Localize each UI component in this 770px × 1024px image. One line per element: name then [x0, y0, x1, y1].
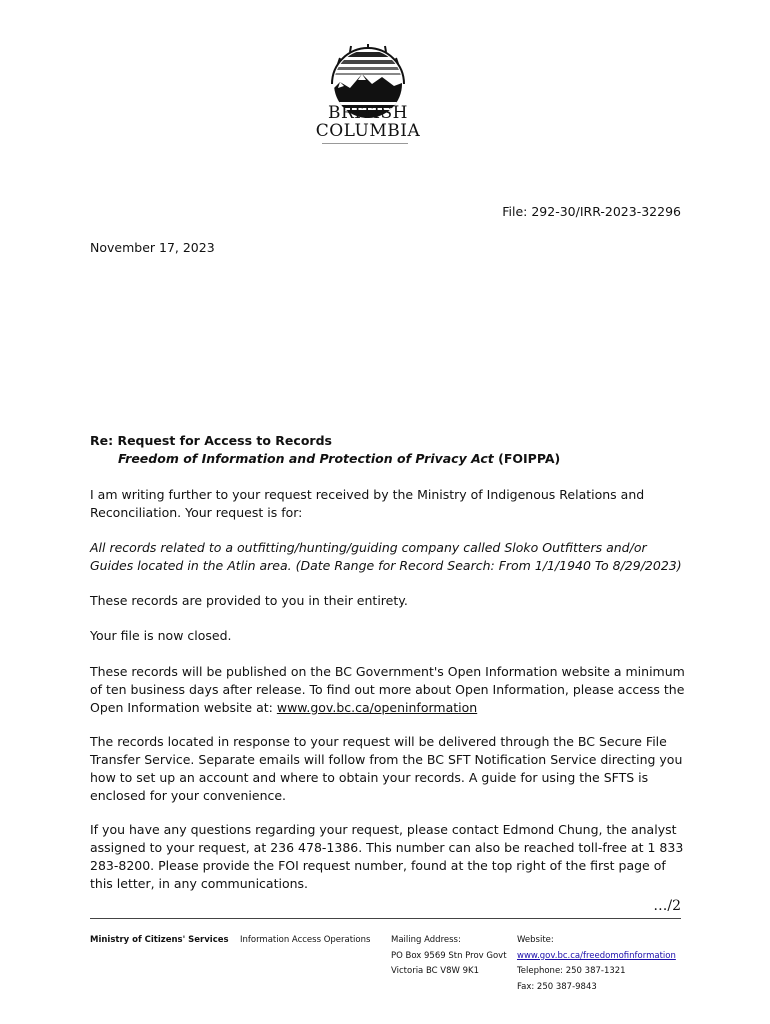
paragraph-contact: If you have any questions regarding your request, please contact Edmond Chung, the analyst assigned to your request, at 236 478-1386. This number can also be reached toll-free at 1 833 283-8200. Please provide the FOI request number, found at the top right of the first page of this letter, in any communications.: [90, 822, 684, 891]
letter-date: November 17, 2023: [90, 240, 215, 255]
logo-divider: [322, 143, 408, 144]
file-reference: File: 292-30/IRR-2023-32296: [502, 204, 681, 219]
footer-divider: [90, 918, 681, 919]
logo-text-columbia: COLUMBIA: [315, 121, 421, 141]
mailing-label: Mailing Address:: [391, 935, 461, 945]
footer-branch: Information Access Operations: [240, 935, 371, 945]
open-info-text: These records will be published on the BC Government's Open Information website a minimum of ten business days after release. To find out more about Open Information, please access the Open Information website at:: [90, 664, 685, 715]
act-abbrev: (FOIPPA): [493, 451, 561, 466]
paragraph-intro: I am writing further to your request received by the Ministry of Indigenous Relations and Reconciliation. Your request is for:: [90, 487, 645, 520]
mailing-line-1: PO Box 9569 Stn Prov Govt: [391, 950, 507, 961]
subject-act: [118, 451, 560, 466]
paragraph-closed: Your file is now closed.: [90, 628, 232, 643]
paragraph-open-information: [90, 663, 690, 717]
paragraph-sfts: The records located in response to your request will be delivered through the BC Secure File Transfer Service. Separate emails will follow from the BC SFT Notification Service directing you how to set up an account and where to obtain your records. A guide for using the SFTS is enclosed for your convenience.: [90, 734, 683, 803]
fax: Fax: 250 387-9843: [517, 981, 597, 992]
act-name: Freedom of Information and Protection of Privacy Act: [118, 451, 494, 466]
page-continuation: …/2: [653, 898, 681, 914]
footer-ministry: [90, 933, 229, 949]
footer-mailing: [391, 933, 507, 980]
paragraph-request: All records related to a outfitting/hunting/guiding company called Sloko Outfitters and/or Guides located in the Atlin area. (Date Range for Record Search: From 1/1/1940 To 8/29/2023): [90, 540, 682, 573]
website-link[interactable]: www.gov.bc.ca/freedomofinformation: [517, 950, 676, 961]
ministry-name: Ministry of Citizens' Services: [90, 935, 229, 945]
open-info-link[interactable]: www.gov.bc.ca/openinformation: [276, 700, 478, 715]
footer-contact: [517, 933, 676, 995]
website-label: Website:: [517, 935, 554, 945]
telephone: Telephone: 250 387-1321: [517, 966, 626, 976]
paragraph-entirety: These records are provided to you in their entirety.: [90, 593, 408, 608]
subject-line: Re: Request for Access to Records: [90, 433, 332, 448]
mailing-line-2: Victoria BC V8W 9K1: [391, 966, 480, 976]
logo-text-british: BRITISH: [327, 103, 409, 123]
